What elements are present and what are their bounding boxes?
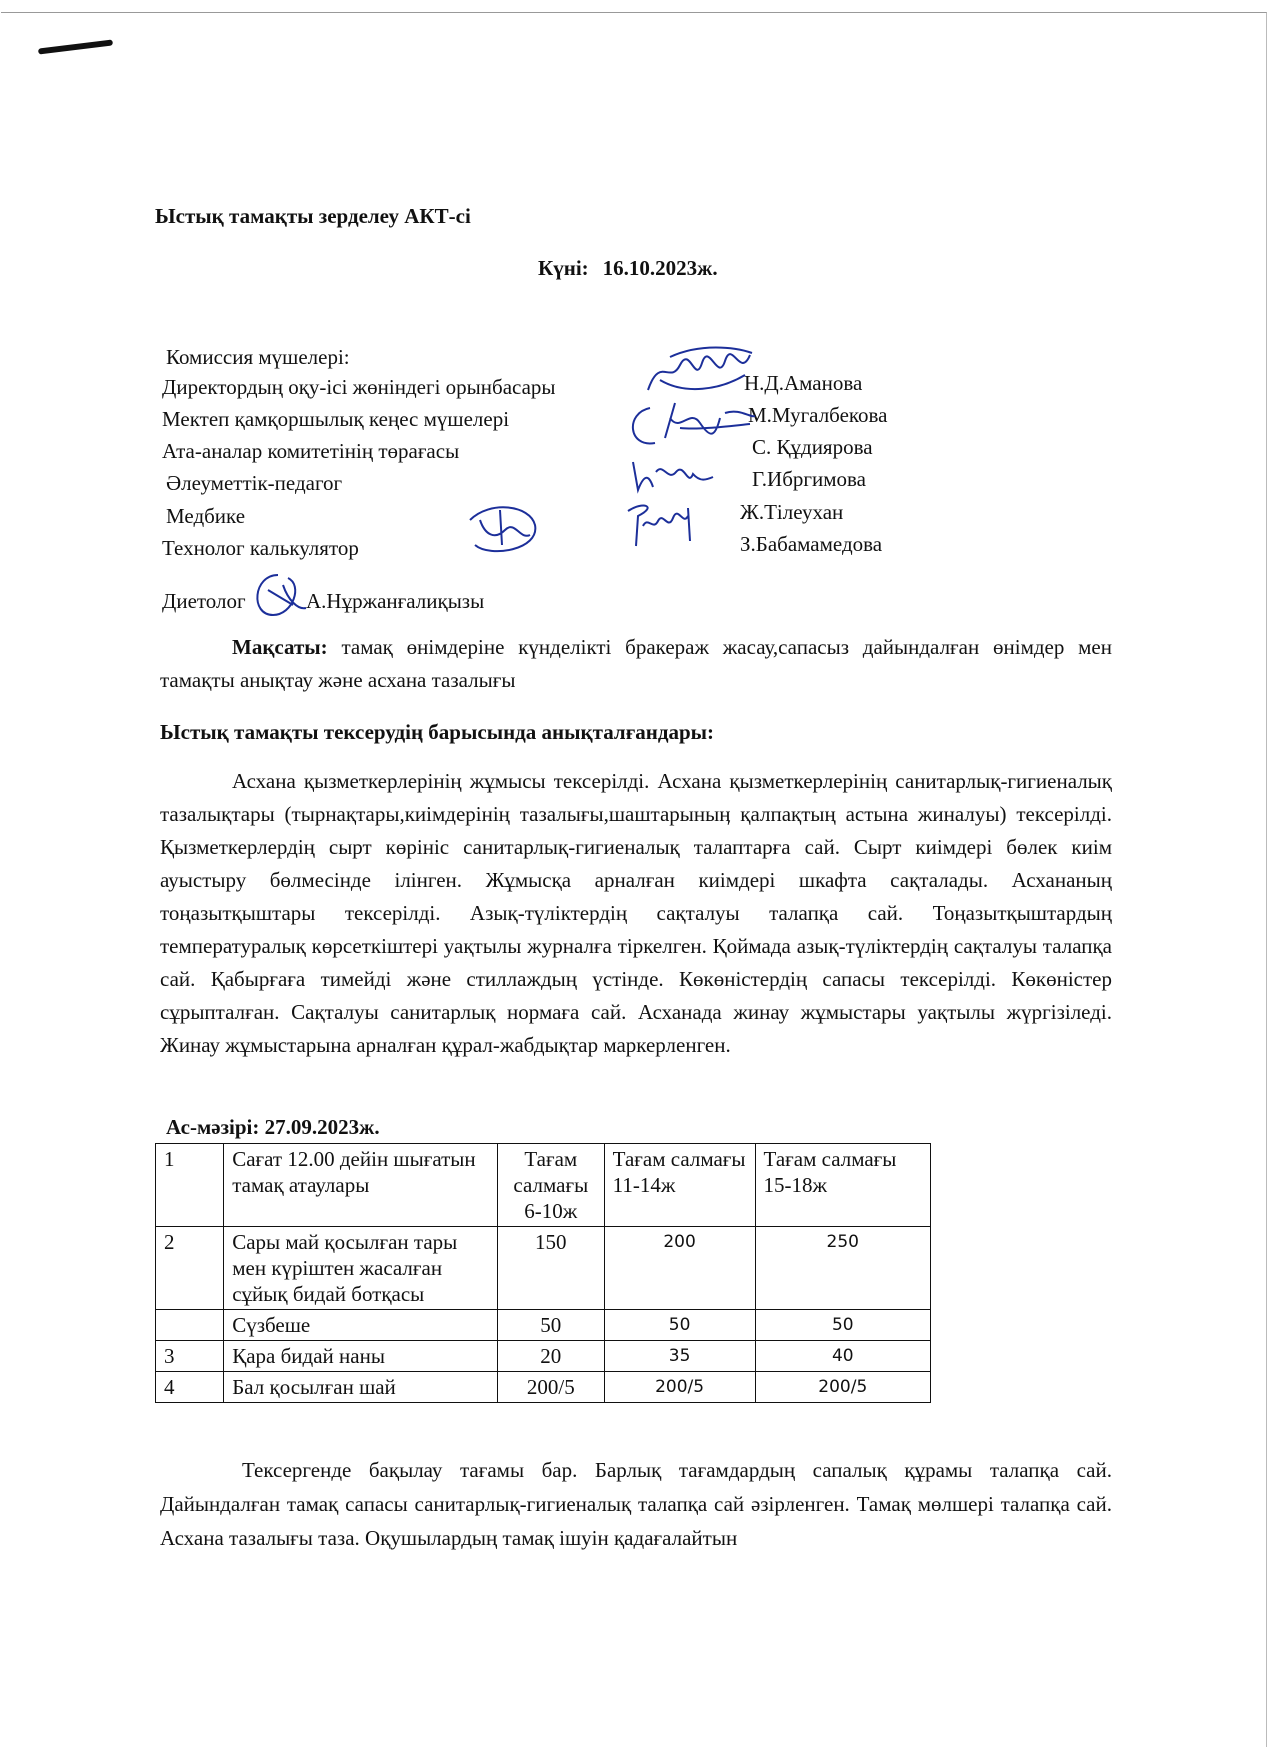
findings-heading: Ыстық тамақты тексерудің барысында анықталғандары:	[160, 720, 715, 744]
member-role-nurse: Медбике	[166, 504, 246, 528]
table-cell: Сүзбеше	[224, 1310, 498, 1341]
document-date	[538, 256, 718, 281]
member-name-mugalbekova: М.Мугалбекова	[748, 403, 888, 427]
date-value: 16.10.2023ж.	[602, 256, 718, 280]
member-role-parents-committee: Ата-аналар комитетінің төрағасы	[162, 439, 460, 463]
table-cell: Тағам салмағы 15-18ж	[755, 1144, 930, 1227]
signature-nurse	[460, 500, 545, 560]
menu-table	[155, 1143, 931, 1403]
table-row	[156, 1341, 931, 1372]
goal-label: Мақсаты:	[232, 635, 328, 659]
table-cell: 200/5	[604, 1372, 755, 1403]
document-title: Ыстық тамақты зерделеу АКТ-сі	[155, 204, 471, 228]
table-cell: 200/5	[497, 1372, 604, 1403]
table-cell: 250	[755, 1227, 930, 1310]
conclusion-paragraph: Тексергенде бақылау тағамы бар. Барлық тағамдардың сапалық құрамы талапқа сай. Дайындалған тамақ сапасы санитарлық-гигиеналық талапқа сай әзірленген. Тамақ мөлшері талапқа сай. Асхана тазалығы таза. Оқушылардың тамақ ішуін қадағалайтын	[160, 1458, 1112, 1550]
table-cell: 3	[156, 1341, 224, 1372]
member-name-nurzhangalikyzy: А.Нұржанғалиқызы	[306, 589, 485, 613]
table-cell	[156, 1310, 224, 1341]
member-role-deputy-director: Директордың оқу-ісі жөніндегі орынбасары	[162, 375, 556, 399]
signature-kudiyarova	[628, 452, 718, 497]
member-role-board: Мектеп қамқоршылық кеңес мүшелері	[162, 407, 510, 431]
table-row	[156, 1310, 931, 1341]
table-cell: 50	[497, 1310, 604, 1341]
table-cell: Сағат 12.00 дейін шығатын тамақ атаулары	[224, 1144, 498, 1227]
signature-mugalbekova	[620, 398, 760, 458]
signature-dietitian	[248, 570, 308, 620]
member-role-dietitian: Диетолог	[162, 589, 246, 613]
table-cell: 50	[755, 1310, 930, 1341]
table-cell: 200/5	[755, 1372, 930, 1403]
menu-heading: Ас-мәзірі: 27.09.2023ж.	[166, 1115, 380, 1139]
signature-amanova	[640, 335, 760, 405]
table-cell: Тағам салмағы 6-10ж	[497, 1144, 604, 1227]
table-cell: 35	[604, 1341, 755, 1372]
table-cell: 1	[156, 1144, 224, 1227]
table-cell: 4	[156, 1372, 224, 1403]
commission-heading: Комиссия мүшелері:	[166, 345, 350, 369]
table-header-row	[156, 1144, 931, 1227]
table-cell: 150	[497, 1227, 604, 1310]
member-name-tileukhan: Ж.Тілеухан	[740, 500, 844, 524]
goal-text: тамақ өнімдеріне күнделікті бракераж жасау,сапасыз дайындалған өнімдер мен тамақты анықтау және асхана тазалығы	[160, 635, 1112, 692]
table-cell: 50	[604, 1310, 755, 1341]
table-cell: 40	[755, 1341, 930, 1372]
table-row	[156, 1227, 931, 1310]
table-cell: Бал қосылған шай	[224, 1372, 498, 1403]
table-row	[156, 1372, 931, 1403]
member-role-technologist: Технолог калькулятор	[162, 536, 359, 560]
goal-paragraph	[160, 631, 1112, 697]
table-cell: 2	[156, 1227, 224, 1310]
table-cell: 20	[497, 1341, 604, 1372]
table-cell: 200	[604, 1227, 755, 1310]
member-name-babamamedova: З.Бабамамедова	[740, 532, 883, 556]
member-name-amanova: Н.Д.Аманова	[744, 371, 863, 395]
date-label: Күні:	[538, 256, 589, 280]
member-role-social-pedagogue: Әлеуметтік-педагог	[166, 471, 343, 495]
findings-paragraph: Асхана қызметкерлерінің жұмысы тексерілді. Асхана қызметкерлерінің санитарлық-гигиеналық тазалықтары (тырнақтары,киімдерінің тазалығы,шаштарыныӊ қалпақтың астына жиналуы) тексерілді. Қызметкерлердің сырт көрініс санитарлық-гигиеналық талаптарға сай. Сырт киімдері бөлек киім ауыстыру бөлмесінде ілінген. Жұмысқа арналған киімдері шкафта сақталады. Асхананың тоңазытқыштары тексерілді. Азық-түліктердің сақталуы талапқа сай. Тоңазытқыштардың температуралық көрсеткіштері уақтылы журналға тіркелген. Қоймада азық-түліктердің сақталуы талапқа сай. Қабырғаға тимейді және стиллаждың үстінде. Көкөністердің сапасы тексерілді. Көкөністер сұрыпталған. Сақталуы санитарлық нормаға сай. Асханада жинау жұмыстары уақтылы жүргізіледі. Жинау жұмыстарына арналған құрал-жабдықтар маркерленген.	[160, 769, 1112, 1057]
member-name-ibrgimova: Г.Ибргимова	[752, 467, 866, 491]
signature-tileukhan	[618, 496, 703, 551]
table-cell: Тағам салмағы 11-14ж	[604, 1144, 755, 1227]
member-name-kudiyarova: С. Құдиярова	[752, 435, 873, 459]
table-cell: Қара бидай наны	[224, 1341, 498, 1372]
table-cell: Сары май қосылған тары мен күріштен жасалған сұйық бидай ботқасы	[224, 1227, 498, 1310]
